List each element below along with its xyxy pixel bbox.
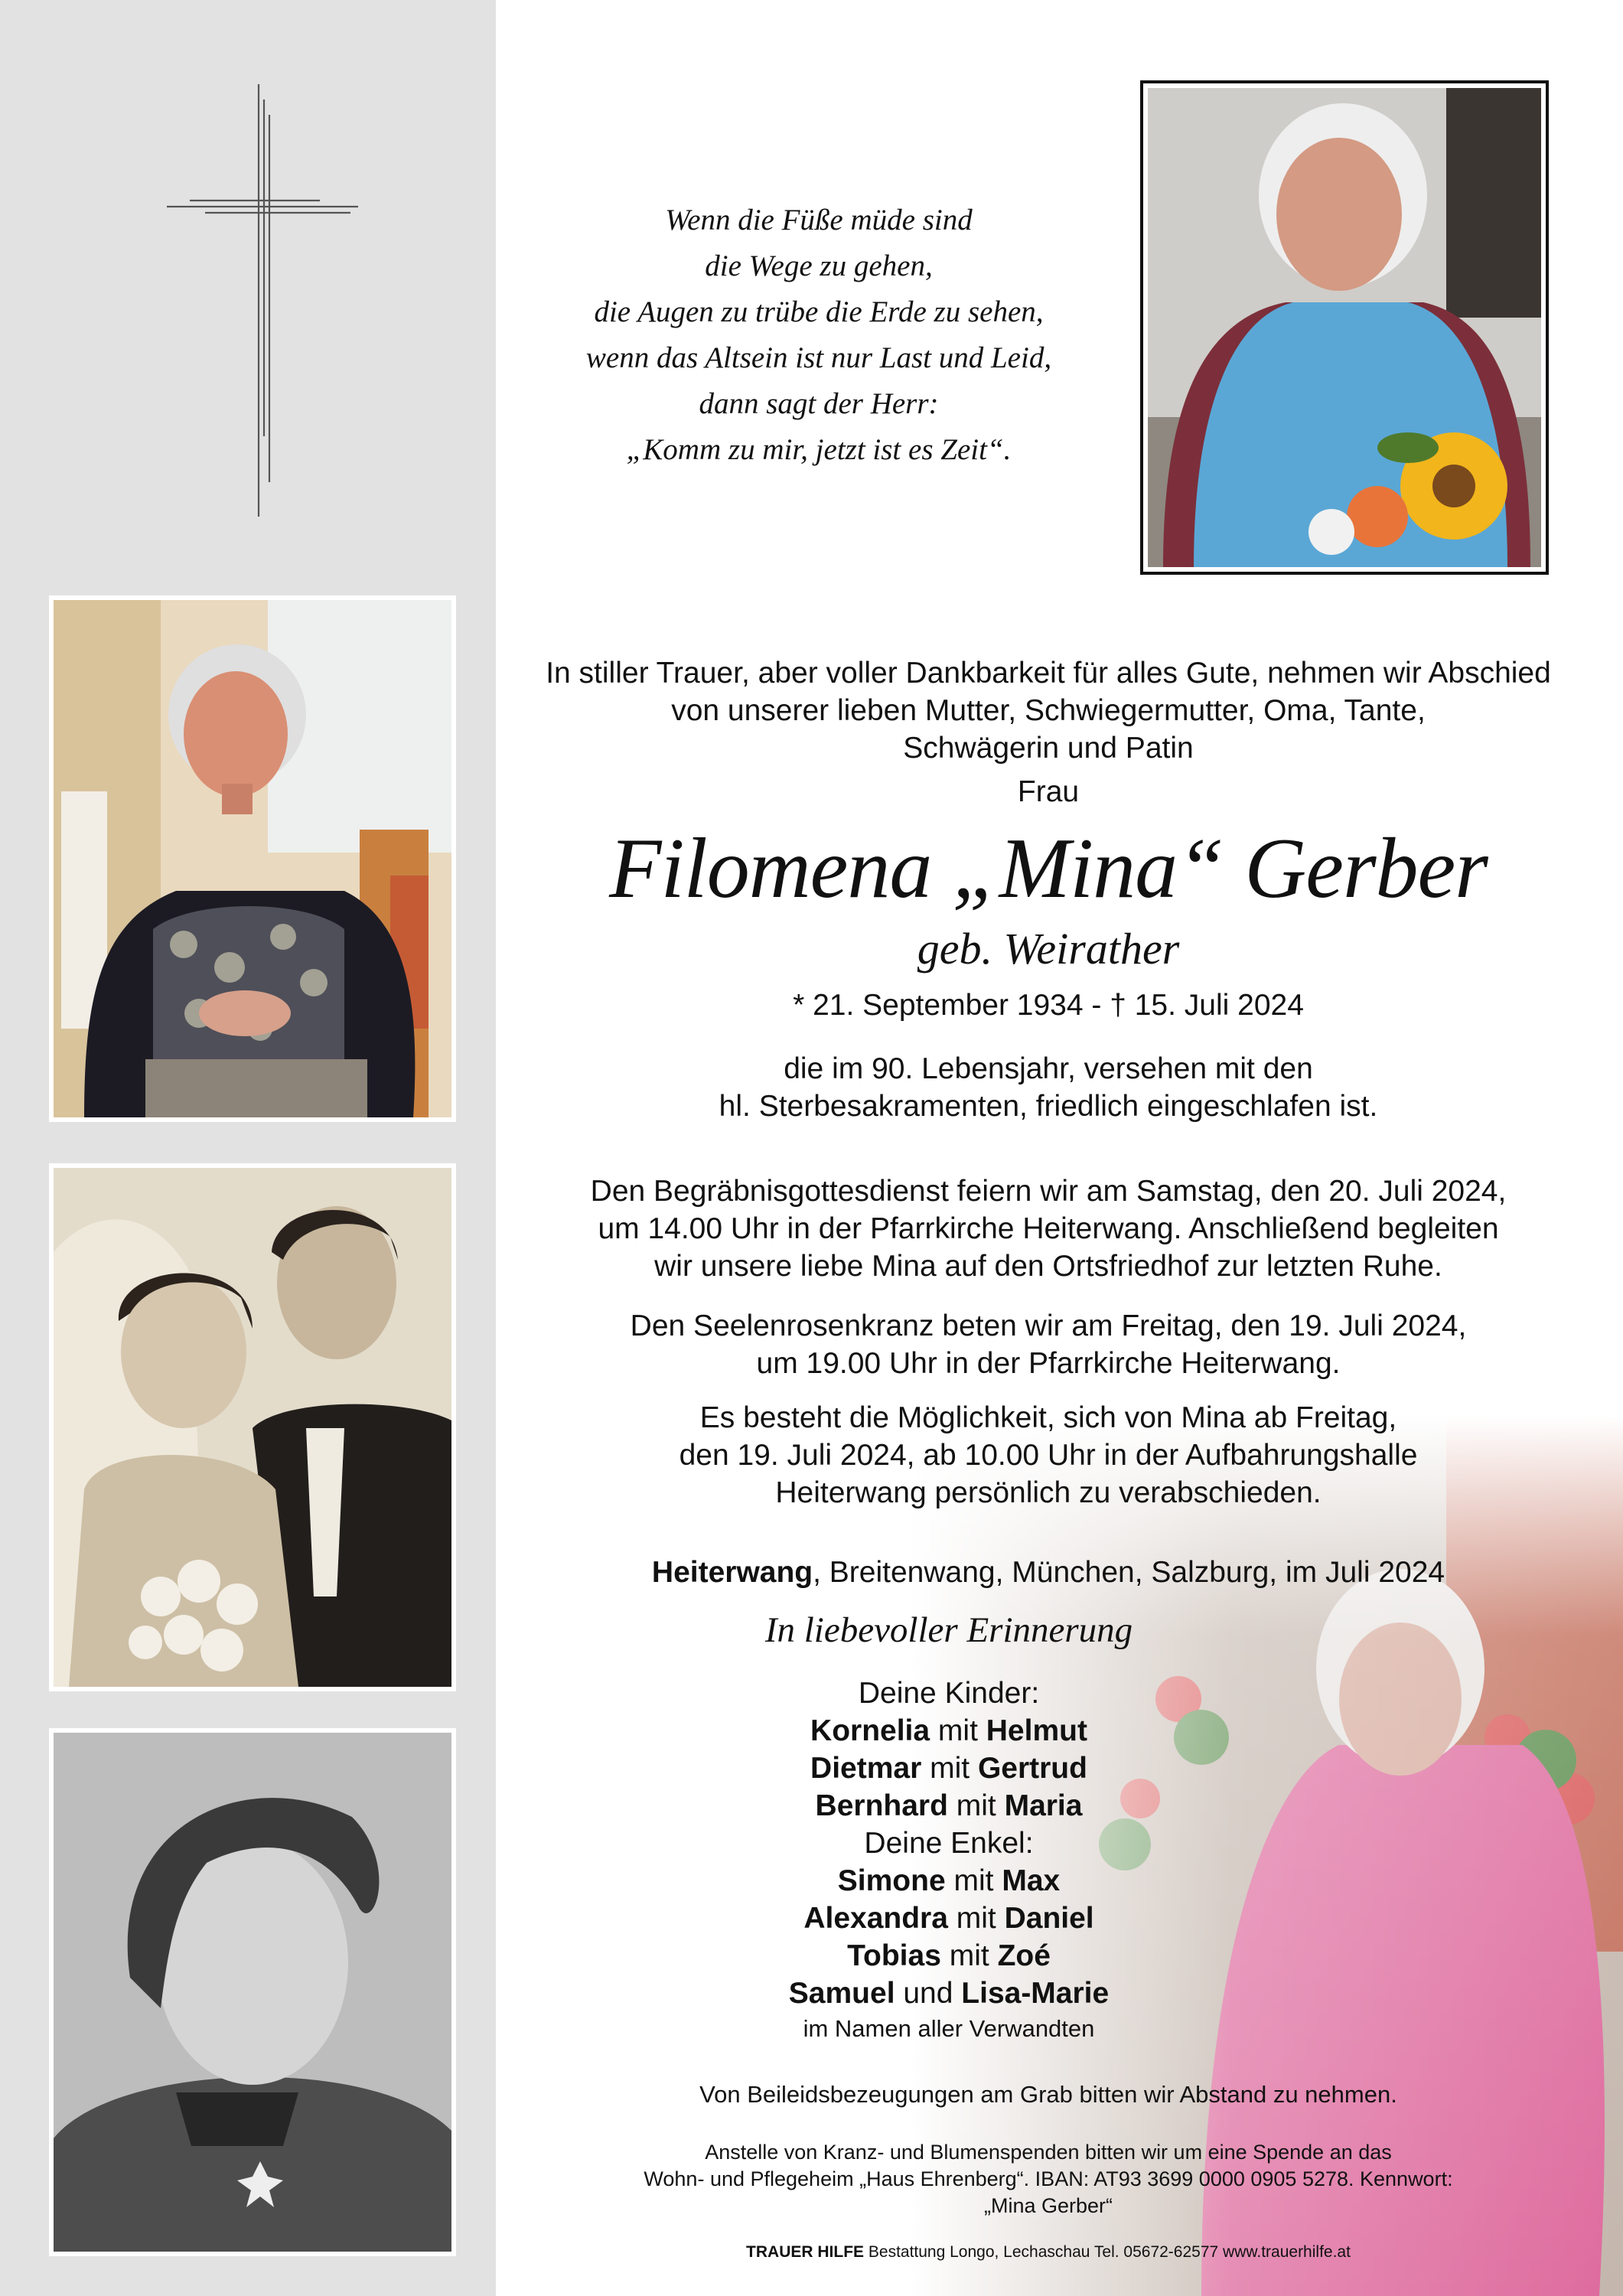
family-joiner: und <box>895 1977 962 2010</box>
family-row <box>528 1937 1370 1975</box>
family-joiner: mit <box>930 1714 986 1747</box>
viewing-line: den 19. Juli 2024, ab 10.00 Uhr in der Aufbahrungshalle <box>679 1439 1418 1472</box>
family-name: Tobias <box>847 1939 941 1972</box>
places-line <box>528 1554 1569 1591</box>
family-name: Bernhard <box>815 1789 948 1822</box>
places-bold: Heiterwang <box>651 1556 813 1589</box>
poem-line: die Augen zu trübe die Erde zu sehen, <box>594 295 1044 328</box>
family-name: Maria <box>1004 1789 1083 1822</box>
condolences-note: Von Beileidsbezeugungen am Grab bitten wir Abstand zu nehmen. <box>699 2081 1397 2108</box>
family-row <box>528 1712 1370 1750</box>
family-name: Alexandra <box>803 1902 948 1935</box>
photo-wedding <box>49 1163 456 1691</box>
family-name: Kornelia <box>810 1714 930 1747</box>
children-heading: Deine Kinder: <box>858 1677 1040 1710</box>
family-name: Simone <box>837 1864 946 1897</box>
family-joiner: mit <box>945 1864 1002 1897</box>
family-name: Daniel <box>1004 1902 1094 1935</box>
poem-line: wenn das Altsein ist nur Last und Leid, <box>585 341 1052 374</box>
life-dates: * 21. September 1934 - † 15. Juli 2024 <box>793 989 1304 1022</box>
intro-line: von unserer lieben Mutter, Schwiegermutter, Oma, Tante, <box>671 694 1426 727</box>
photo-seated-woman <box>49 595 456 1122</box>
family-name: Dietmar <box>810 1752 922 1785</box>
grandchildren-heading: Deine Enkel: <box>864 1827 1034 1860</box>
donation-line: Wohn- und Pflegeheim „Haus Ehrenberg“. IBAN: AT93 3699 0000 0905 5278. Kennwort: <box>644 2167 1453 2190</box>
intro-line: Schwägerin und Patin <box>903 732 1194 765</box>
salutation: Frau <box>1017 775 1080 808</box>
family-name: Gertrud <box>977 1752 1087 1785</box>
footer-brand: TRAUER HILFE <box>746 2243 865 2261</box>
family-name: Lisa-Marie <box>961 1977 1110 2010</box>
family-name: Max <box>1002 1864 1061 1897</box>
portrait-photo <box>1140 80 1549 575</box>
age-line: hl. Sterbesakramenten, friedlich eingeschlafen ist. <box>719 1090 1378 1123</box>
family-name: Zoé <box>997 1939 1051 1972</box>
family-name: Samuel <box>788 1977 895 2010</box>
poem-line: dann sagt der Herr: <box>699 387 939 420</box>
cross-icon <box>167 84 358 517</box>
intro-line: In stiller Trauer, aber voller Dankbarkeit für alles Gute, nehmen wir Abschied <box>546 657 1551 690</box>
viewing-line: Es besteht die Möglichkeit, sich von Mina ab Freitag, <box>699 1401 1397 1434</box>
rosary-line: um 19.00 Uhr in der Pfarrkirche Heiterwang. <box>756 1347 1341 1380</box>
age-line: die im 90. Lebensjahr, versehen mit den <box>784 1052 1313 1085</box>
funeral-line: Den Begräbnisgottesdienst feiern wir am Samstag, den 20. Juli 2024, <box>590 1175 1507 1208</box>
footer <box>528 2241 1569 2264</box>
family-row <box>528 1900 1370 1937</box>
places-rest: , Breitenwang, München, Salzburg, im Juli 2024 <box>813 1556 1445 1589</box>
viewing-text <box>528 1399 1569 1512</box>
photo-young-woman <box>49 1728 456 2256</box>
family-row <box>528 1750 1370 1787</box>
family-row <box>528 1975 1370 2012</box>
rosary-text <box>528 1307 1569 1382</box>
donation-line: Anstelle von Kranz- und Blumenspenden bitten wir um eine Spende an das <box>705 2141 1392 2164</box>
poem <box>528 197 1110 473</box>
poem-line: „Komm zu mir, jetzt ist es Zeit“. <box>626 433 1012 466</box>
birth-name: geb. Weirather <box>917 924 1180 974</box>
family-joiner: mit <box>947 1789 1005 1822</box>
deceased-name: Filomena „Mina“ Gerber <box>609 821 1488 916</box>
funeral-line: wir unsere liebe Mina auf den Ortsfriedhof zur letzten Ruhe. <box>654 1250 1442 1283</box>
relatives-note: im Namen aller Verwandten <box>803 2015 1095 2042</box>
family-list <box>528 1675 1370 2046</box>
donation-note <box>528 2139 1569 2219</box>
family-joiner: mit <box>947 1902 1005 1935</box>
memory-heading: In liebevoller Erinnerung <box>764 1610 1133 1650</box>
family-row <box>528 1787 1370 1825</box>
poem-line: die Wege zu gehen, <box>705 249 933 282</box>
age-text <box>528 1050 1569 1125</box>
family-joiner: mit <box>940 1939 998 1972</box>
intro-text <box>528 654 1569 767</box>
viewing-line: Heiterwang persönlich zu verabschieden. <box>775 1476 1322 1509</box>
footer-text: Bestattung Longo, Lechaschau Tel. 05672-62577 www.trauerhilfe.at <box>864 2243 1351 2261</box>
family-name: Helmut <box>986 1714 1087 1747</box>
funeral-line: um 14.00 Uhr in der Pfarrkirche Heiterwang. Anschließend begleiten <box>598 1212 1499 1245</box>
rosary-line: Den Seelenrosenkranz beten wir am Freitag, den 19. Juli 2024, <box>630 1309 1467 1342</box>
funeral-text <box>528 1172 1569 1285</box>
family-row <box>528 1862 1370 1900</box>
family-joiner: mit <box>921 1752 978 1785</box>
poem-line: Wenn die Füße müde sind <box>665 204 973 236</box>
donation-line: „Mina Gerber“ <box>983 2194 1113 2217</box>
